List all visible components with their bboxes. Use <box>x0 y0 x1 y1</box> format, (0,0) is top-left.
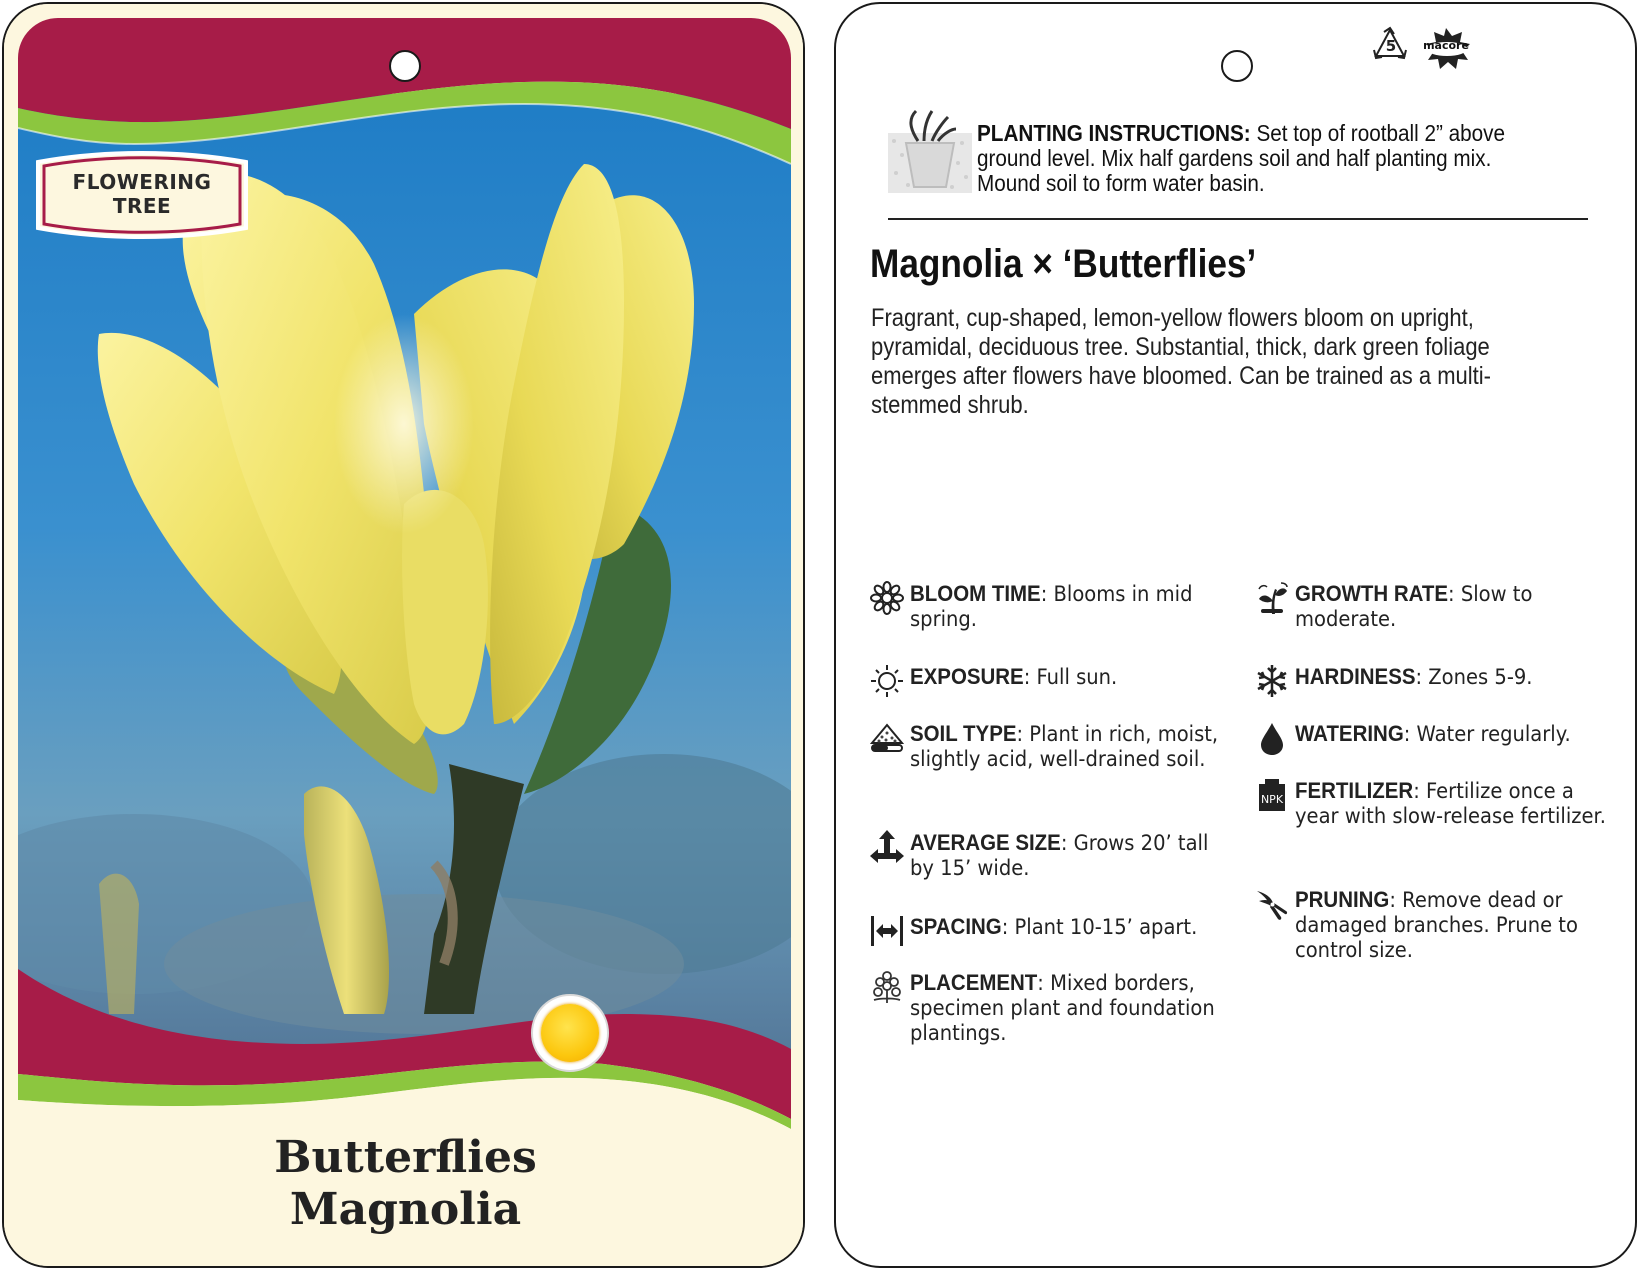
attr-label: FERTILIZER <box>1295 778 1414 803</box>
attr-label: AVERAGE SIZE <box>910 830 1061 855</box>
attr-label: BLOOM TIME <box>910 581 1041 606</box>
snowflake-icon <box>1255 664 1289 698</box>
plant-tag-front <box>2 2 805 1268</box>
attr-label: WATERING <box>1295 721 1404 746</box>
sun-icon <box>870 664 904 698</box>
attr-value: : Plant 10-15’ apart. <box>1001 915 1198 939</box>
water-drop-icon <box>1255 721 1289 755</box>
potted-plant-icon <box>888 107 972 197</box>
npk-label: NPK <box>1260 793 1284 806</box>
common-name <box>4 1132 805 1236</box>
hang-hole <box>1221 50 1253 82</box>
hang-hole <box>389 50 421 82</box>
attr-value: : Remove dead or damaged branches. Prune to control size. <box>1295 888 1578 962</box>
attr-label: PLACEMENT <box>910 970 1038 995</box>
plant-description: Fragrant, cup-shaped, lemon-yellow flowers bloom on upright, pyramidal, deciduous tree. Substantial, thick, dark green foliage emerges after flowers have bloomed. Can be trained as a multi-stemmed shrub. <box>871 304 1491 419</box>
plant-tag-back <box>834 2 1637 1268</box>
flower-icon <box>870 581 904 615</box>
npk-icon <box>1255 778 1289 812</box>
attr-label: PRUNING <box>1295 887 1390 912</box>
divider-rule <box>888 218 1588 220</box>
pruners-icon <box>1255 887 1289 921</box>
growth-icon <box>1255 581 1289 615</box>
attr-value: : Zones 5-9. <box>1415 665 1533 689</box>
category-badge <box>34 150 250 240</box>
recycle-marks <box>1370 24 1510 70</box>
attr-value: : Grows 20’ tall by 15’ wide. <box>910 831 1209 880</box>
planting-body: Set top of rootball 2” above ground level. Mix half gardens soil and half planting mix. Mound soil to form water basin. <box>977 120 1506 196</box>
botanical-name: Magnolia × ‘Butterflies’ <box>870 242 1257 286</box>
placement-icon <box>870 970 904 1004</box>
tree-height-icon <box>870 830 904 864</box>
planting-label: PLANTING INSTRUCTIONS: <box>977 120 1251 146</box>
planting-instructions <box>888 107 1568 201</box>
common-name-line-2: Magnolia <box>289 1184 522 1235</box>
attr-value: : Fertilize once a year with slow-release fertilizer. <box>1295 779 1606 828</box>
attr-value: : Plant in rich, moist, slightly acid, well-drained soil. <box>910 722 1219 771</box>
attr-label: EXPOSURE <box>910 664 1024 689</box>
attr-value: : Mixed borders, specimen plant and foundation plantings. <box>910 971 1215 1045</box>
badge-line-2: TREE <box>112 194 172 218</box>
attr-label: SOIL TYPE <box>910 721 1017 746</box>
attr-value: : Full sun. <box>1023 665 1118 689</box>
macore-label: macore <box>1423 39 1469 52</box>
badge-line-1: FLOWERING <box>72 170 212 194</box>
planting-text <box>977 121 1517 196</box>
soil-icon <box>870 721 904 755</box>
common-name-line-1: Butterflies <box>274 1132 537 1183</box>
attr-value: : Slow to moderate. <box>1295 582 1533 631</box>
attr-value: : Water regularly. <box>1403 722 1571 746</box>
spacing-icon <box>870 914 904 948</box>
attr-label: HARDINESS <box>1295 664 1416 689</box>
attr-value: : Blooms in mid spring. <box>910 582 1193 631</box>
bloom-color-dot <box>531 994 609 1072</box>
recycle-number: 5 <box>1385 37 1397 55</box>
attr-label: GROWTH RATE <box>1295 581 1449 606</box>
attr-label: SPACING <box>910 914 1002 939</box>
